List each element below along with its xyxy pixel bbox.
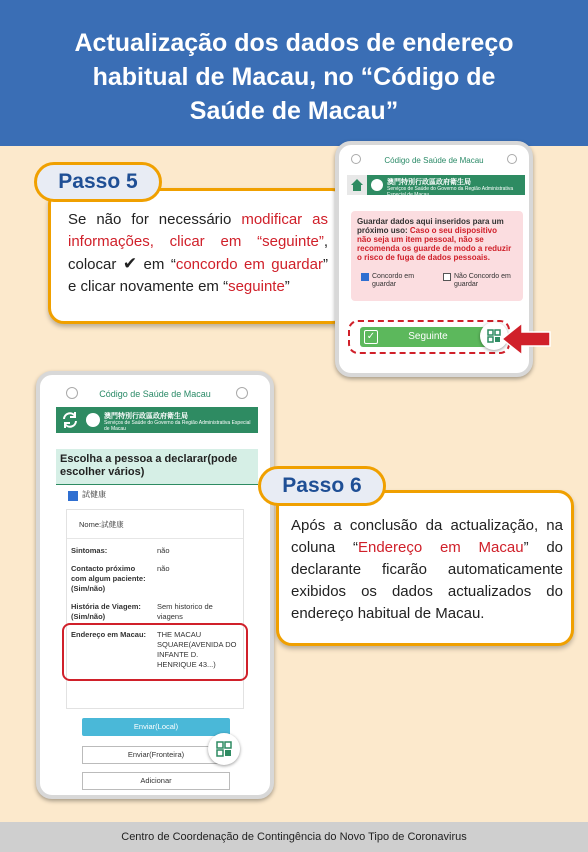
page-title: Actualização dos dados de endereço habitual de Macau, no “Código de Saúde de Macau” bbox=[74, 29, 514, 125]
check-icon: ✓ bbox=[364, 330, 378, 344]
page-header bbox=[0, 0, 588, 146]
pointer-arrow-icon bbox=[500, 320, 552, 358]
app-banner: 澳門特別行政區政府衛生局 Serviços de Saúde do Governo da Região Administrativa Especial de Macau bbox=[347, 175, 525, 195]
health-logo-icon bbox=[86, 413, 100, 427]
person-card: Nome:試健康 Sintomas: não Contacto próximo com algum paciente: (Sim/não) não História de Viagem: (Sim/não) Sem historico de viagens Endereço em Macau: THE MACAU SQUARE(AVENIDA DO INFANTE D. HENRIQUE 43...) bbox=[66, 509, 244, 709]
choose-person-header: Escolha a pessoa a declarar(pode escolher vários) bbox=[56, 449, 258, 485]
send-local-button[interactable]: Enviar(Local) bbox=[82, 718, 230, 736]
home-icon bbox=[347, 175, 367, 195]
qr-scan-icon[interactable] bbox=[208, 733, 240, 765]
settings-icon bbox=[507, 154, 517, 164]
step5-text: Se não for necessário modificar as informações, clicar em “seguinte”, colocar ✔ em “concordo em guardar” e clicar novamente em “seguinte” bbox=[68, 211, 328, 295]
step6-badge: Passo 6 bbox=[258, 466, 386, 506]
health-logo-icon bbox=[371, 179, 383, 191]
send-border-button[interactable]: Enviar(Fronteira) bbox=[82, 746, 230, 764]
step6-box bbox=[276, 490, 574, 646]
add-button[interactable]: Adicionar bbox=[82, 772, 230, 790]
agree-checkbox[interactable] bbox=[361, 273, 369, 281]
person-label: 試健康 bbox=[82, 490, 106, 499]
disagree-checkbox[interactable] bbox=[443, 273, 451, 281]
step5-badge: Passo 5 bbox=[34, 162, 162, 202]
person-checkbox[interactable] bbox=[68, 491, 78, 501]
footer-text: Centro de Coordenação de Contingência do Novo Tipo de Coronavirus bbox=[121, 831, 467, 843]
step6-text: Após a conclusão da actualização, na coluna “Endereço em Macau” do declarante ficarão automaticamente exibidos os dados actualizados do endereço habitual de Macau. bbox=[291, 517, 563, 622]
refresh-icon bbox=[60, 410, 80, 430]
agree-label: Concordo em guardar bbox=[372, 273, 415, 288]
check-icon: ✔ bbox=[122, 254, 138, 273]
app-title: Código de Saúde de Macau bbox=[384, 156, 484, 165]
seguinte-button[interactable]: ✓ Seguinte bbox=[360, 327, 496, 347]
app-banner: 澳門特別行政區政府衛生局 Serviços de Saúde do Governo da Região Administrativa Especial de Macau bbox=[56, 407, 258, 433]
disagree-label: Não Concordo em guardar bbox=[454, 273, 511, 288]
settings-icon bbox=[236, 387, 248, 399]
step5-box bbox=[48, 188, 348, 324]
app-title: Código de Saúde de Macau bbox=[99, 389, 211, 399]
address-highlight bbox=[62, 623, 248, 681]
save-warning: Guardar dados aqui inseridos para um próximo uso: Caso o seu dispositivo não seja um item pessoal, não se recomenda os guarde de modo a reduzir o risco de fuga de dados pessoais. Concordo em guardar Não Concordo em guardar bbox=[351, 211, 523, 301]
page-footer bbox=[0, 822, 588, 852]
